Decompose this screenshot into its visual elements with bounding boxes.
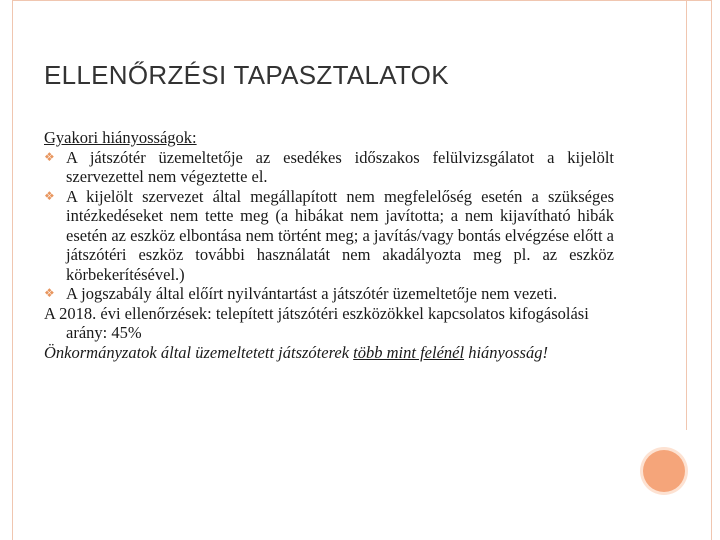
conclusion-emphasis: több mint felénél [353,342,465,362]
section-heading: Gyakori hiányosságok: [44,128,197,147]
decorative-circle [643,450,685,492]
bullet-text: A játszótér üzemeltetője az esedékes időszakos felülvizsgálatot a kijelölt szervezettel nem végeztette el. [66,147,614,186]
bullet-text: A jogszabály által előírt nyilvántartást a játszótér üzemeltetője nem vezeti. [66,284,558,303]
bullet-text: A kijelölt szervezet által megállapított nem megfelelőség esetén a szükséges intézkedéseket nem tette meg (a hibákat nem javította; a nem kijavítható hibák esetén az eszköz elbontása nem történt meg; a javítás/vagy bontás elvégzése előtt a játszótéri eszköz további használatát nem akadályozta meg pl. az eszköz körbekerítésével.) [66,186,614,284]
statistic-line: A 2018. évi ellenőrzések: telepített játszótéri eszközökkel kapcsolatos kifogásolási arány: 45% [44,303,589,342]
bullet-item [44,284,614,304]
slide-content [44,128,614,362]
diamond-bullet-icon: ❖ [44,188,55,203]
conclusion-line [44,343,614,363]
conclusion-prefix: Önkormányzatok által üzemeltetett játszóterek [44,342,354,362]
conclusion-suffix: hiányosság! [464,342,548,362]
decorative-stripe [686,0,712,430]
slide-title: ELLENŐRZÉSI TAPASZTALATOK [44,60,449,90]
diamond-bullet-icon: ❖ [44,286,55,300]
bullet-item [44,148,614,187]
bullet-item [44,187,614,285]
diamond-bullet-icon: ❖ [44,149,55,164]
